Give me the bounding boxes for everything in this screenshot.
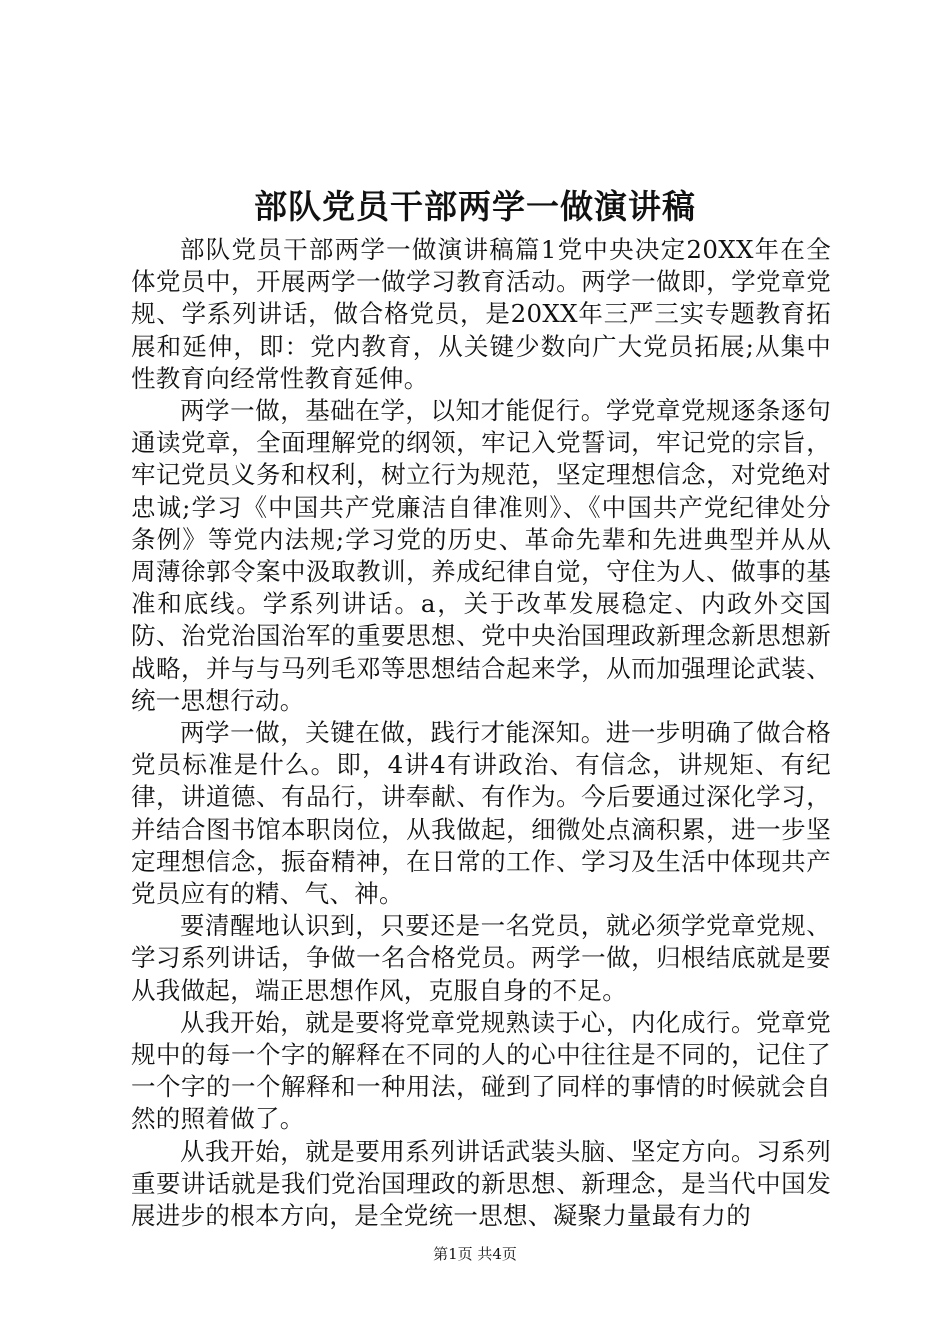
paragraph: 从我开始，就是要用系列讲话武装头脑、坚定方向。习系列重要讲话就是我们党治国理政的新思想、新理念，是当代中国发展进步的根本方向，是全党统一思想、凝聚力量最有力的	[131, 1136, 831, 1231]
paragraph: 要清醒地认识到，只要还是一名党员，就必须学党章党规、学习系列讲话，争做一名合格党员。两学一做，归根结底就是要从我做起，端正思想作风，克服自身的不足。	[131, 911, 831, 1005]
paragraph: 两学一做，基础在学，以知才能促行。学党章党规逐条逐句通读党章，全面理解党的纲领，牢记入党誓词，牢记党的宗旨，牢记党员义务和权利，树立行为规范，坚定理想信念，对党绝对忠诚;学习《中国共产党廉洁自律准则》、《中国共产党纪律处分条例》等党内法规;学习党的历史、革命先辈和先进典型并从从周薄徐郭令案中汲取教训，养成纪律自觉，守住为人、做事的基准和底线。学系列讲话。a，关于改革发展稳定、内政外交国防、治党治国治军的重要思想、党中央治国理政新理念新思想新战略，并与与马列毛邓等思想结合起来学，从而加强理论武装、统一思想行动。	[131, 396, 831, 715]
page-footer: 第1页 共4页	[433, 1245, 517, 1263]
paragraph: 两学一做，关键在做，践行才能深知。进一步明确了做合格党员标准是什么。即，4讲4有讲政治、有信念，讲规矩、有纪律，讲道德、有品行，讲奉献、有作为。今后要通过深化学习，并结合图书馆本职岗位，从我做起，细微处点滴积累，进一步坚定理想信念，振奋精神，在日常的工作、学习及生活中体现共产党员应有的精、气、神。	[131, 718, 831, 909]
paragraph: 从我开始，就是要将党章党规熟读于心，内化成行。党章党规中的每一个字的解释在不同的人的心中往往是不同的，记住了一个字的一个解释和一种用法，碰到了同样的事情的时候就会自然的照着做了。	[131, 1007, 831, 1134]
paragraph: 部队党员干部两学一做演讲稿篇1党中央决定20XX年在全体党员中，开展两学一做学习教育活动。两学一做即，学党章党规、学系列讲话，做合格党员，是20XX年三严三实专题教育拓展和延伸，即：党内教育，从关键少数向广大党员拓展;从集中性教育向经常性教育延伸。	[131, 235, 831, 393]
document-body	[131, 234, 831, 1232]
document-title: 部队党员干部两学一做演讲稿	[254, 187, 696, 226]
